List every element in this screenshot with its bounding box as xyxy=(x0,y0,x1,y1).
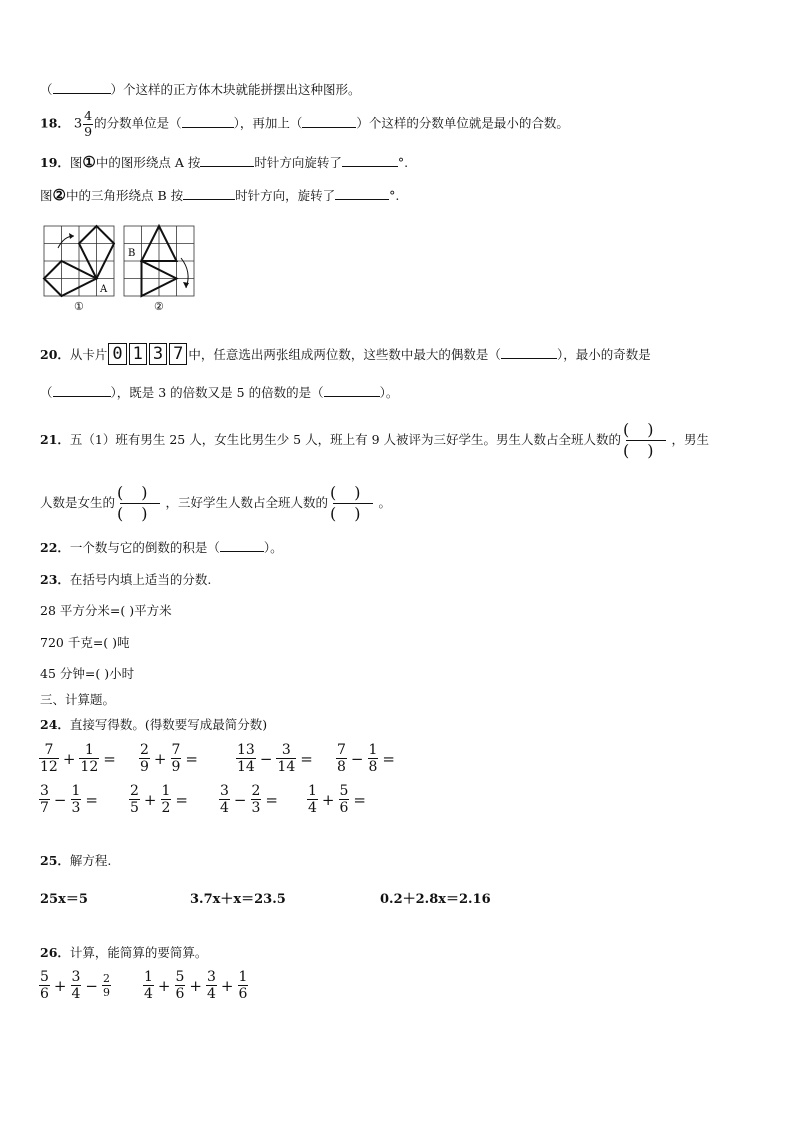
conversion-item: 45 分钟=( )小时 xyxy=(40,666,135,681)
answer-blank[interactable] xyxy=(53,80,111,94)
question-18: 18． 3 $\frac{4}{9}$ 的分数单位是（ ），再加上（ ）个这样的分数单位就是最小的合数。 xyxy=(40,108,569,139)
answer-blank[interactable] xyxy=(200,153,254,167)
fraction-blank[interactable]: () () xyxy=(117,483,166,523)
question-23: 23．在括号内填上适当的分数. xyxy=(40,572,212,587)
section-heading: 三、计算题。 xyxy=(40,692,116,707)
card-3: 3 xyxy=(149,343,167,365)
card-7: 7 xyxy=(169,343,187,365)
question-21: 21．五（1）班有男生 25 人，女生比男生少 5 人，班上有 9 人被评为三好学生。男生人数占全班人数的 () () ，男生 xyxy=(40,420,710,460)
answer-blank[interactable] xyxy=(324,383,380,397)
q17-tail: （ ）个这样的正方体木块就能拼摆出这种图形。 xyxy=(40,82,361,97)
question-22: 22．一个数与它的倒数的积是（ ）。 xyxy=(40,540,283,555)
fraction: $\frac{4}{9}$ xyxy=(84,108,93,139)
answer-blank[interactable] xyxy=(342,153,398,167)
q24-row-2 xyxy=(38,784,386,815)
q26-expressions xyxy=(38,970,249,1001)
expression: $\frac{13}{14}$ − $\frac{3}{14}$ = xyxy=(237,742,313,775)
equation: 0.2＋2.8x＝2.16 xyxy=(380,892,491,907)
expression: $\frac{7}{8}$ − $\frac{1}{8}$ = xyxy=(337,742,395,775)
answer-blank[interactable] xyxy=(220,538,264,552)
answer-blank[interactable] xyxy=(335,186,389,200)
expression: $\frac{3}{4}$ − $\frac{2}{3}$ = xyxy=(220,783,278,816)
question-20: 20．从卡片 0 1 3 7 中，任意选出两张组成两位数，这些数中最大的偶数是（ ），最小的奇数是 xyxy=(40,344,651,364)
svg-text:B: B xyxy=(128,248,136,259)
card-1: 1 xyxy=(129,343,147,365)
answer-blank[interactable] xyxy=(501,345,557,359)
equation: 25x＝5 xyxy=(40,892,88,907)
fraction-blank[interactable]: () () xyxy=(623,420,672,460)
conversion-item: 28 平方分米=( )平方米 xyxy=(40,603,172,618)
answer-blank[interactable] xyxy=(302,114,356,128)
expression: $\frac{7}{12}$ + $\frac{1}{12}$ = xyxy=(40,742,116,775)
expression: $\frac{3}{7}$ − $\frac{1}{3}$ = xyxy=(40,783,98,816)
answer-blank[interactable] xyxy=(53,383,111,397)
question-19: 19．图①中的图形绕点 A 按 时针方向旋转了 °. xyxy=(40,153,409,171)
expression: $\frac{2}{5}$ + $\frac{1}{2}$ = xyxy=(130,783,188,816)
expression: $\frac{1}{4}$ + $\frac{5}{6}$ = xyxy=(308,783,366,816)
question-20-line2: （ ），既是 3 的倍数又是 5 的倍数的是（ ）。 xyxy=(40,385,399,400)
rotation-arrow-icon xyxy=(58,236,74,248)
svg-text:①: ① xyxy=(74,300,84,313)
question-25: 25．解方程. xyxy=(40,853,112,868)
conversion-item: 720 千克=( )吨 xyxy=(40,635,130,650)
svg-text:②: ② xyxy=(154,300,164,313)
question-19-line2: 图②中的三角形绕点 B 按 时针方向，旋转了 °. xyxy=(40,186,400,204)
expression: $\frac{2}{9}$ + $\frac{7}{9}$ = xyxy=(140,742,198,775)
q24-row-1 xyxy=(38,743,415,774)
rotation-figures xyxy=(40,222,220,314)
question-24: 24．直接写得数。(得数要写成最简分数) xyxy=(40,717,268,732)
svg-text:A: A xyxy=(100,284,108,295)
expression: $\frac{1}{4}$ + $\frac{5}{6}$ + $\frac{3}{4}$ + $\frac{1}{6}$ xyxy=(144,969,248,1002)
fraction-blank[interactable]: () () xyxy=(330,483,379,523)
equation: 3.7x＋x＝23.5 xyxy=(190,892,286,907)
expression: $\frac{5}{6}$ + $\frac{3}{4}$ − $\frac{2}{9}$ xyxy=(40,969,110,1002)
question-21-line2: 人数是女生的 () () ，三好学生人数占全班人数的 () () 。 xyxy=(40,483,392,523)
question-26: 26．计算，能简算的要简算。 xyxy=(40,945,208,960)
answer-blank[interactable] xyxy=(183,186,235,200)
card-0: 0 xyxy=(108,343,126,365)
answer-blank[interactable] xyxy=(182,114,234,128)
